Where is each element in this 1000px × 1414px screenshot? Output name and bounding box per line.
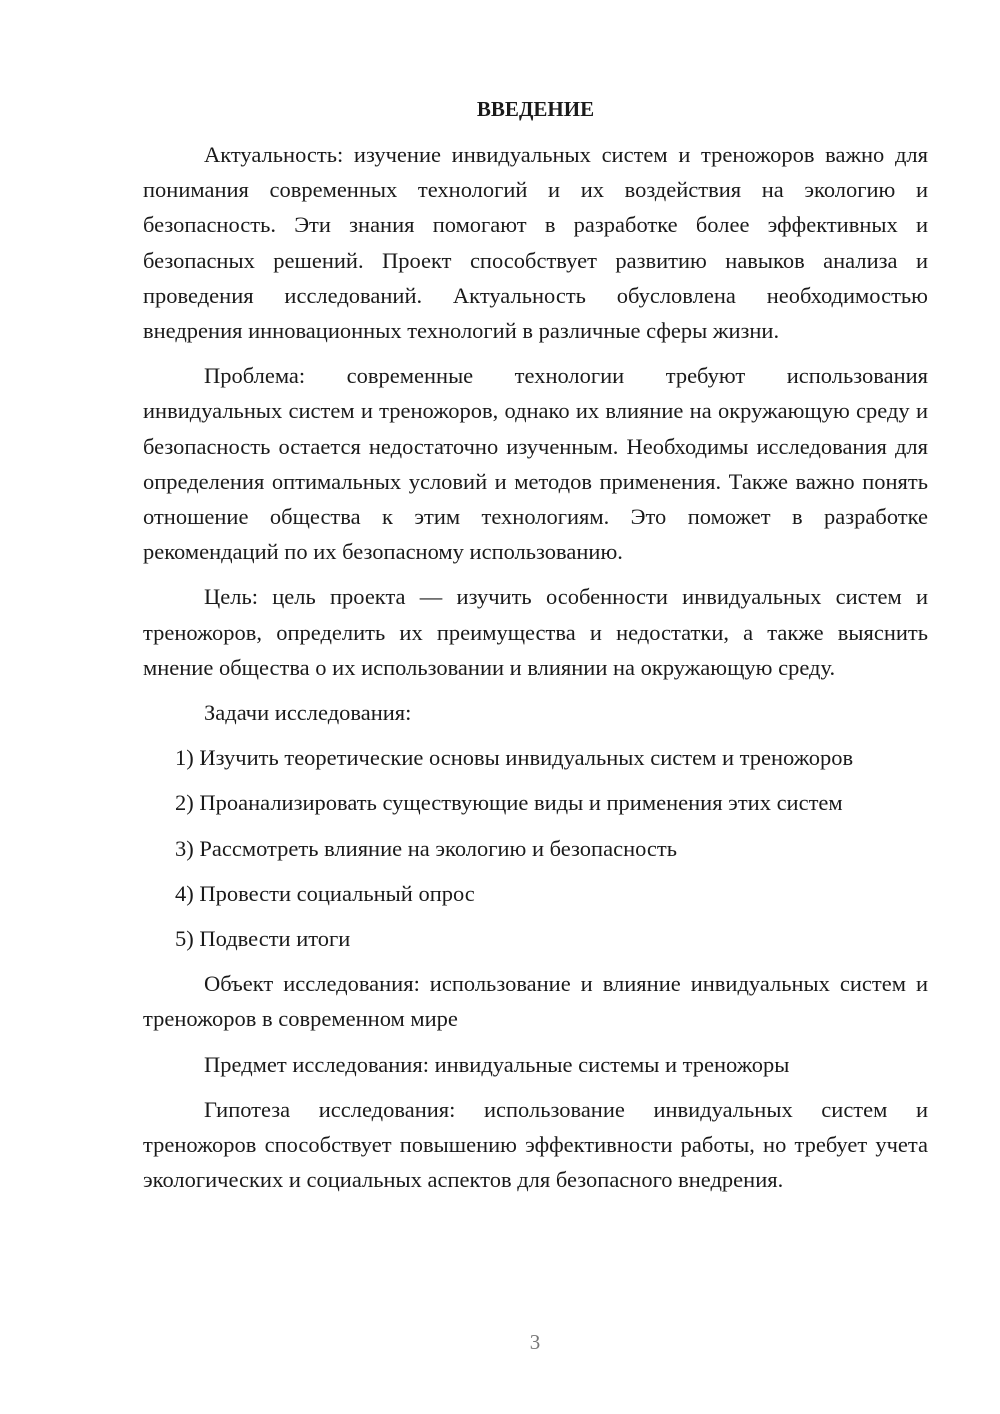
page-number: 3 [529,1330,541,1354]
subject-paragraph: Предмет исследования: инвидуальные системы и треножоры [204,1051,790,1077]
hypothesis-paragraph: Гипотеза исследования: использование инвидуальных систем и треножоров способствует повышению эффективности работы, но требует учета экологических и социальных аспектов для безопасного внедрения. [143,1096,928,1193]
object-paragraph: Объект исследования: использование и влияние инвидуальных систем и треножоров в современном мире [143,971,928,1032]
problem-paragraph: Проблема: современные технологии требуют использования инвидуальных систем и треножоров, однако их влияние на окружающую среду и безопасность остается недостаточно изученным. Необходимы исследования для определения оптимальных условий и методов применения. Также важно понять отношение общества к этим технологиям. Это поможет в разработке рекомендаций по их безопасному использованию. [143,363,928,565]
task-item: 1) Изучить теоретические основы инвидуальных систем и треножоров [175,745,854,771]
tasks-heading: Задачи исследования: [204,700,412,726]
task-item: 4) Провести социальный опрос [175,880,475,906]
task-item: 3) Рассмотреть влияние на экологию и безопасность [175,835,677,861]
tasks-list [143,740,928,956]
goal-paragraph: Цель: цель проекта — изучить особенности инвидуальных систем и треножоров, определить их преимущества и недостатки, а также выяснить мнение общества о их использовании и влиянии на окружающую среду. [143,584,928,680]
page-title: ВВЕДЕНИЕ [476,97,595,121]
document-page [143,92,928,1207]
task-item: 5) Подвести итоги [175,926,351,952]
relevance-paragraph: Актуальность: изучение инвидуальных систем и треножоров важно для понимания современных технологий и их воздействия на экологию и безопасность. Эти знания помогают в разработке более эффективных и безопасных решений. Проект способствует развитию навыков анализа и проведения исследований. Актуальность обусловлена необходимостью внедрения инновационных технологий в различные сферы жизни. [143,142,928,344]
task-item: 2) Проанализировать существующие виды и применения этих систем [175,790,843,816]
